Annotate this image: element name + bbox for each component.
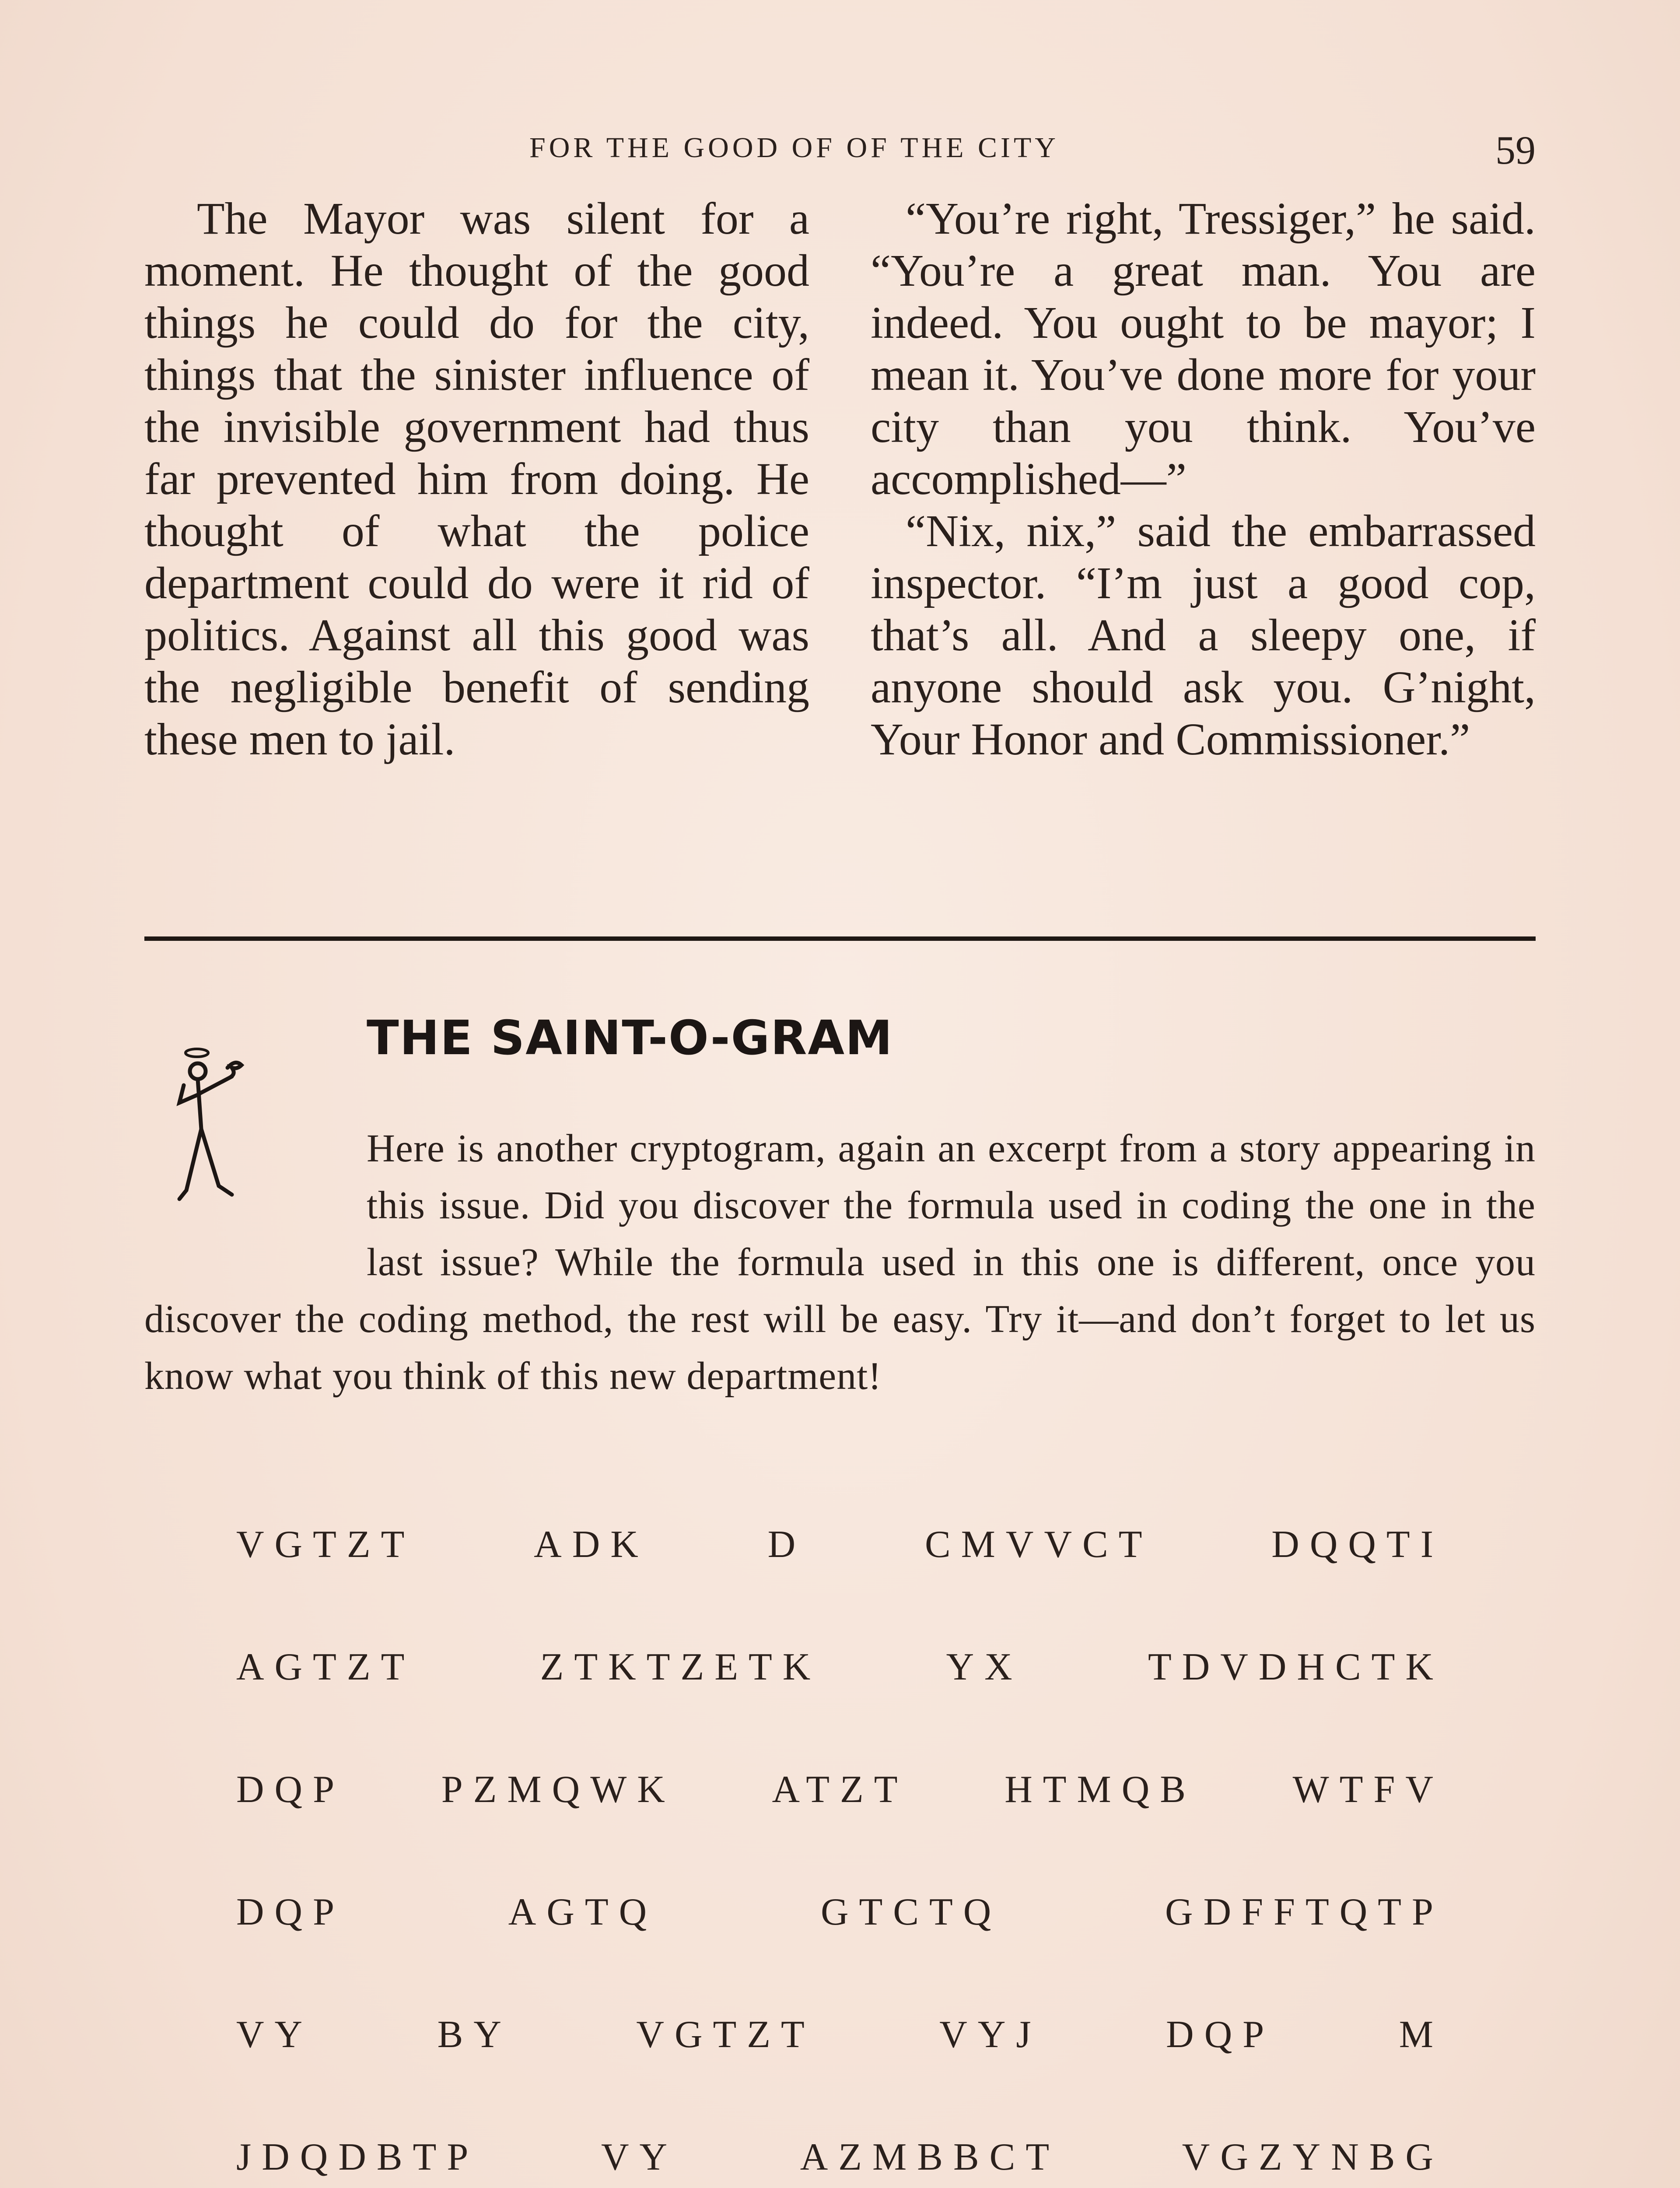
cipher-word: DQP	[236, 1768, 345, 1811]
cryptogram	[236, 1523, 1505, 2188]
intro-text: Here is another cryptogram, again an excerpt from a story appearing in this issue. Did you discover the formula used in coding the one in the last issue? While the formula used in this one is different, once you discover the coding method, the rest will be easy. Try it—and don’t forget to let us know what you think of this new department!	[144, 1127, 1536, 1398]
cipher-word: GDFFTQTP	[1165, 1891, 1444, 1933]
cryptogram-line	[236, 2013, 1444, 2135]
cipher-word: VYJ	[939, 2013, 1042, 2056]
cipher-word: VGZYNBG	[1182, 2136, 1444, 2178]
story-paragraph: “Nix, nix,” said the embarrassed inspector. “I’m just a good cop, that’s all. And a sleepy one, if anyone should ask you. G’night, Your Honor and Commissioner.”	[871, 506, 1536, 764]
section-title: THE SAINT-O-GRAM	[367, 1011, 893, 1066]
cipher-word: DQP	[1166, 2013, 1275, 2056]
cipher-word: M	[1399, 2013, 1444, 2056]
cipher-word: VGTZT	[636, 2013, 815, 2056]
cipher-word: JDQDBTP	[236, 2136, 479, 2178]
cipher-word: WTFV	[1292, 1768, 1444, 1811]
cipher-word: HTMQB	[1004, 1768, 1196, 1811]
cipher-word: YX	[946, 1646, 1023, 1688]
story-right-column	[871, 193, 1536, 765]
cipher-word: DQQTI	[1271, 1523, 1444, 1566]
cipher-word: VY	[601, 2136, 678, 2178]
cipher-word: AGTQ	[508, 1891, 658, 1933]
story-paragraph: “You’re right, Tressiger,” he said. “You’re a great man. You are indeed. You ought to be mayor; I mean it. You’ve done more for your city than you think. You’ve accomplished—”	[871, 193, 1536, 504]
cryptogram-line	[236, 1768, 1444, 1890]
cipher-word: AGTZT	[236, 1646, 415, 1688]
cipher-word: VY	[236, 2013, 313, 2056]
cipher-word: PZMQWK	[441, 1768, 676, 1811]
cipher-word: ADK	[534, 1523, 649, 1566]
cipher-word: TDVDHCTK	[1148, 1646, 1444, 1688]
cipher-word: DQP	[236, 1891, 345, 1933]
page-number: 59	[1495, 128, 1536, 172]
cipher-word: D	[767, 1523, 806, 1566]
cipher-word: GTCTQ	[820, 1891, 1002, 1933]
cryptogram-line	[236, 1645, 1444, 1768]
section-divider	[144, 936, 1536, 941]
cipher-word: AZMBBCT	[800, 2136, 1060, 2178]
story-paragraph: The Mayor was silent for a moment. He thought of the good things he could do for the city, things that the sinister influence of the invisible government had thus far prevented him from doing. He thought of what the police department could do were it rid of politics. Against all this good was the negligible benefit of sending these men to jail.	[144, 193, 809, 764]
cipher-word: BY	[437, 2013, 512, 2056]
running-head: FOR THE GOOD OF OF THE CITY	[529, 132, 1059, 164]
cryptogram-line	[236, 1523, 1444, 1645]
cryptogram-line	[236, 2135, 1444, 2188]
cipher-word: VGTZT	[236, 1523, 415, 1566]
cryptogram-intro	[144, 1120, 1536, 1405]
cipher-word: ATZT	[772, 1768, 908, 1811]
story-columns	[144, 193, 1536, 765]
cipher-word: CMVVCT	[924, 1523, 1153, 1566]
cipher-word: ZTKTZETK	[540, 1646, 821, 1688]
cryptogram-line	[236, 1890, 1444, 2013]
story-left-column	[144, 193, 809, 765]
